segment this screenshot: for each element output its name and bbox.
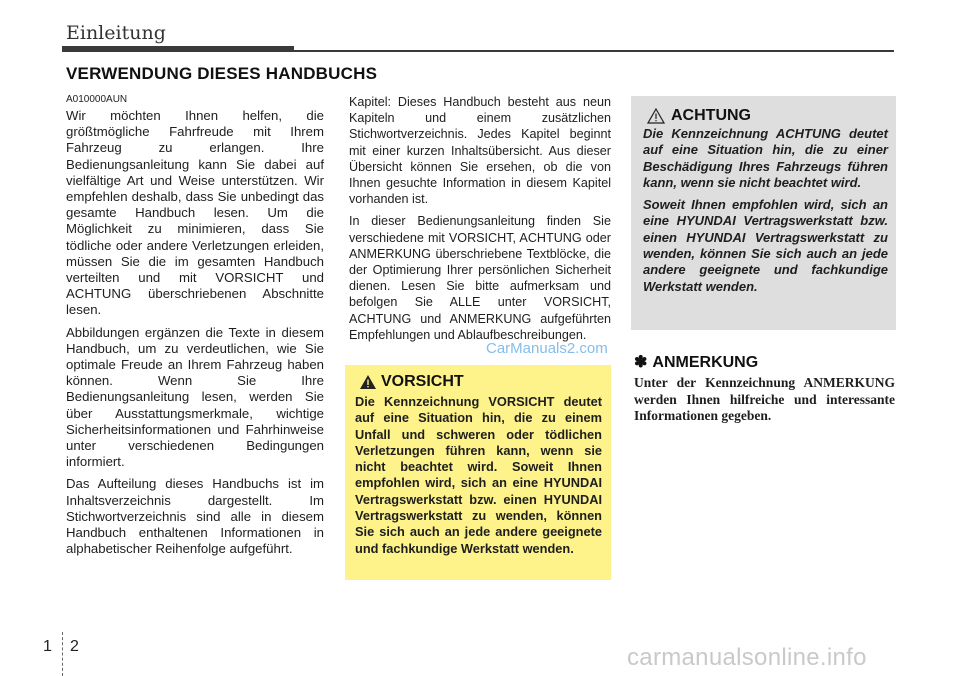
asterisk-cross-icon: ✽ xyxy=(634,354,648,371)
warning-triangle-icon xyxy=(359,374,377,390)
header-rule xyxy=(294,50,894,52)
watermark: CarManuals2.com xyxy=(486,340,608,357)
achtung-text xyxy=(643,126,888,301)
achtung-box xyxy=(631,96,896,330)
paragraph: Das Aufteilung dieses Handbuchs ist im Inhaltsverzeichnis dargestellt. Im Stichwortverzeichnis sind alle in diesem Handbuch enthaltenen Informationen in alphabetischer Reihenfolge aufgeführt. xyxy=(66,476,324,557)
paragraph: In dieser Bedienungsanleitung finden Sie verschiedene mit VORSICHT, ACHTUNG oder ANMERKUNG überschriebene Textblöcke, die der Optimierung Ihrer persönlichen Sicherheit dienen. Lesen Sie bitte aufmerksam und befolgen Sie ALLE unter VORSICHT, ACHTUNG und ANMERKUNG aufgeführten Empfehlungen und Ablaufbeschreibungen. xyxy=(349,214,611,342)
anmerkung-heading xyxy=(634,352,758,372)
vorsicht-title: VORSICHT xyxy=(381,373,464,390)
column-left xyxy=(66,108,324,563)
paragraph: Die Kennzeichnung ACHTUNG deutet auf eine Situation hin, die zu einer Beschädigung Ihres Fahrzeugs führen kann, wenn sie nicht beachtet wird. xyxy=(643,126,888,190)
vorsicht-text: Die Kennzeichnung VORSICHT deutet auf eine Situation hin, die zu einem Unfall und schweren oder tödlichen Verletzungen führen kann, wenn sie nicht beachtet wird. Soweit Ihnen empfohlen wird, sich an eine HYUNDAI Vertragswerkstatt bzw. einen HYUNDAI Vertragswerkstatt zu wenden, können Sie sich auch an jede andere geeignete und fachkundige Werkstatt wenden. xyxy=(355,394,602,556)
paragraph: Abbildungen ergänzen die Texte in diesem Handbuch, um zu verdeutlichen, wie Sie optimale Freude an Ihrem Fahrzeug haben können. Wenn Sie Ihre Bedienungsanleitung lesen, werden Sie über Ausstattungsmerkmale, wichtige Sicherheitsinformationen und Fahrhinweise unter verschiedenen Bedingungen informiert. xyxy=(66,324,324,470)
section-title: VERWENDUNG DIESES HANDBUCHS xyxy=(66,64,378,83)
chapter-number: 1 xyxy=(43,638,52,655)
section-code: A010000AUN xyxy=(66,94,128,105)
paragraph: Wir möchten Ihnen helfen, die größtmögliche Fahrfreude mit Ihrem Fahrzeug zu erlangen. Ihre Bedienungsanleitung kann Sie dabei auf vielfältige Art und Weise unterstützen. Wir empfehlen deshalb, dass Sie unbedingt das gesamte Handbuch lesen. Um die Möglichkeit zu minimieren, dass Sie tödliche oder andere Verletzungen erleiden, müssen Sie die im gesamten Handbuch verteilten und mit VORSICHT und ACHTUNG überschriebenen Abschnitte lesen. xyxy=(66,108,324,318)
footer-divider xyxy=(62,632,63,676)
column-middle xyxy=(349,94,611,349)
paragraph: Kapitel: Dieses Handbuch besteht aus neun Kapiteln und einem zusätzlichen Stichwortverzeichnis. Jedes Kapitel beginnt mit einer kurzen Inhaltsübersicht. Aus dieser Übersicht können Sie ersehen, ob die von Ihnen gesuchte Information in diesem Kapitel vorhanden ist. xyxy=(349,95,611,207)
site-watermark: carmanualsonline.info xyxy=(627,644,867,671)
warning-triangle-icon xyxy=(647,108,665,124)
anmerkung-title: ANMERKUNG xyxy=(652,354,759,371)
chapter-title: Einleitung xyxy=(66,22,166,44)
page-number: 2 xyxy=(70,638,79,655)
achtung-title: ACHTUNG xyxy=(671,107,751,124)
anmerkung-text: Unter der Kennzeichnung ANMERKUNG werden Ihnen hilfreiche und interessante Informationen gegeben. xyxy=(634,375,895,423)
paragraph: Soweit Ihnen empfohlen wird, sich an eine HYUNDAI Vertragswerkstatt bzw. einen HYUNDAI Vertragswerkstatt zu wenden, können Sie sich auch an jede andere geeignete und fachkundige Werkstatt wenden. xyxy=(643,197,888,294)
header-bar xyxy=(62,46,294,52)
vorsicht-box xyxy=(345,365,611,580)
